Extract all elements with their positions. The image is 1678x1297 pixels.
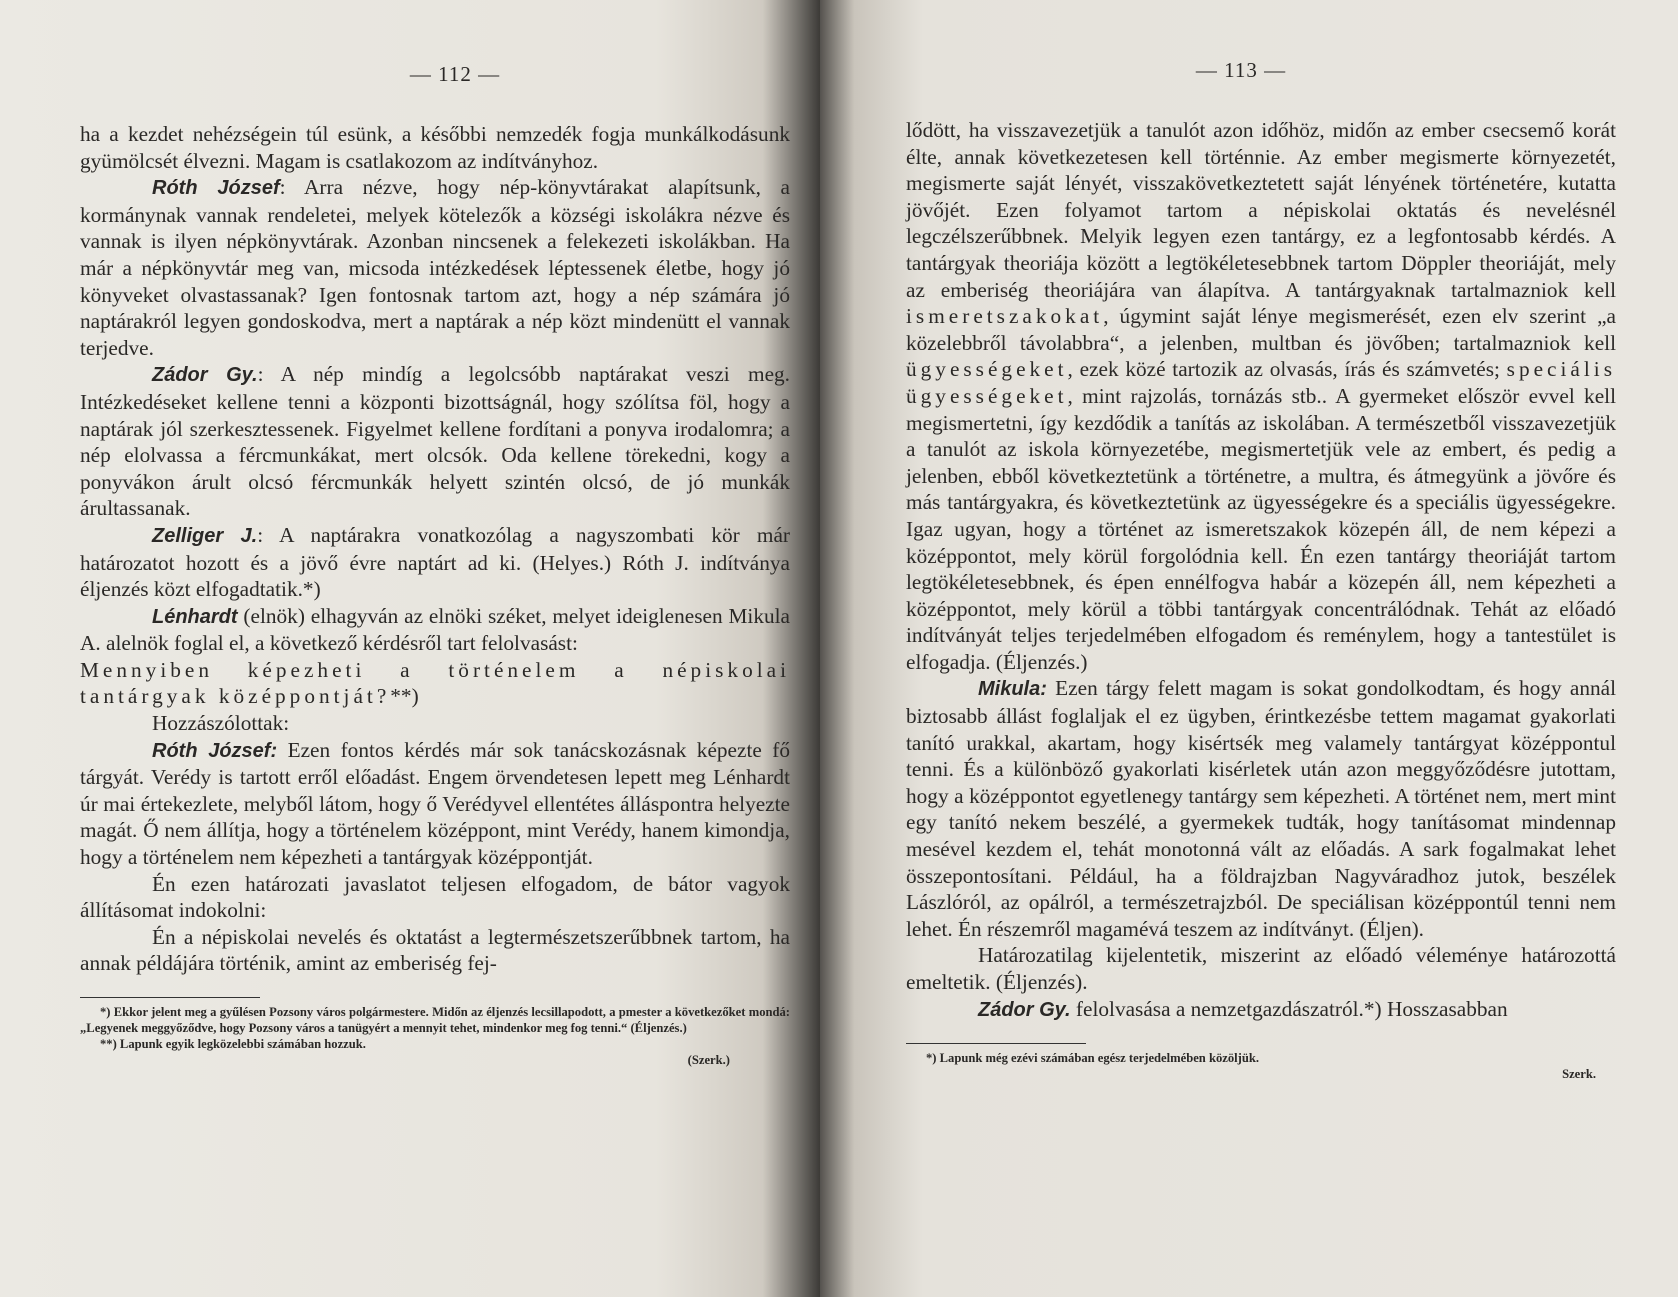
- page-number: — 112 —: [409, 62, 501, 86]
- paragraph-text: : A naptárakra vonatkozólag a nagyszombati kör már határozatot hozott és a jövő évre naptárt ad ki. (Helyes.) Róth J. indítványa éljenzés közt elfogadtatik.*): [80, 522, 791, 602]
- paragraph: [906, 675, 1616, 942]
- paragraph-text: Én ezen határozati javaslatot teljesen elfogadom, de bátor vagyok állításomat indokolni:: [80, 871, 790, 923]
- paragraph-text: , mint rajzolás, tornázás stb.. A gyermeket először evvel kell megismertetni, így kezdődik a tanítás az iskolában. A természetből visszavezetjük a tanulót az iskola környezetébe, megismertetjük vele az embert, és pedig a jelenben, ebből következtetünk a történetre, a multra, és átmegyünk a jövőre és más tantárgyakra, és következtetünk az ügyességekre és a speciális ügyességekre. Igaz ugyan, hogy a történet az ismeretszakok közepén áll, de nem képezi a középpontot, mely körül forgolódnia kell. Én ezen tantárgy theoriáját tartom legtökéletesebbnek, és épen ennélfogva habár a közepén áll, nem képezheti a középpontot, mely körül a többi tantárgyak concentrálódnak. Tehát az előadó indítványát teljes terjedelmében elfogadom és reménylem, hogy a tantestület is elfogadja. (Éljenzés.): [906, 383, 1616, 674]
- left-page: [0, 0, 820, 1297]
- paragraph: [80, 871, 790, 924]
- paragraph-text: Én a népiskolai nevelés és oktatást a legtermészetszerűbbnek tartom, ha annak példájára történik, amint az emberiség fej-: [80, 924, 790, 976]
- footnotes: [80, 1004, 790, 1068]
- paragraph: [80, 121, 790, 174]
- page-body: [906, 117, 1616, 1023]
- spaced-term: speciális ügyességeket: [906, 357, 1616, 408]
- paragraph: [80, 924, 790, 977]
- paragraph-text: Hozzászólottak:: [152, 711, 290, 736]
- spaced-term: ismeretszakokat: [906, 304, 1104, 329]
- paragraph-text: : Arra nézve, hogy nép-könyvtárakat alapítsunk, a kormánynak vannak rendeletei, melyek kötelezők a községi iskolákra nézve és vannak is ilyen népkönyvtárak. Azonban nincsenek a felekezeti iskolákban. Ha már a népkönyvtár meg van, micsoda intézkedések léptessenek életbe, hogy jó könyveket olvastassanak? Igen fontosnak tartom azt, hogy a nép számára jó naptárakról legyen gondoskodva, mert a naptárak a nép közt mindenütt el vannak terjedve.: [80, 175, 791, 360]
- paragraph: [906, 996, 1616, 1024]
- paragraph-text: **): [390, 684, 419, 709]
- paragraph: [80, 710, 790, 737]
- footnote: *) Ekkor jelent meg a gyűlésen Pozsony város polgármestere. Midőn az éljenzés lecsillapodott, a pmester a következőket mondá: „Legyenek meggyőződve, hogy Pozsony város a tanügyért a mennyit tehet, mindenkor meg fog tenni.“ (Éljenzés.): [80, 1005, 790, 1035]
- page-number: — 113 —: [1195, 58, 1287, 82]
- paragraph: [80, 361, 790, 522]
- footnote-signature: (Szerk.): [687, 1053, 730, 1067]
- paragraph-text: , úgymint saját lénye megismerését, ezen elv szerint „a közelebbről távolabbra“, a jelenben, multban és jövőben; tartalmazniok kell: [906, 304, 1616, 355]
- paragraph-text: (elnök) elhagyván az elnöki széket, melyet ideiglenesen Mikula A. alelnök foglal el, a következő kérdésről tart felolvasást:: [80, 603, 790, 656]
- right-page: [820, 0, 1678, 1297]
- footnote: *) Lapunk még ezévi számában egész terjedelmében közöljük.: [926, 1051, 1259, 1066]
- speaker-name: Róth József:: [152, 739, 278, 762]
- speaker-name: Lénhardt: [152, 605, 238, 628]
- page-body: [80, 121, 790, 977]
- footnote-signature: Szerk.: [1562, 1067, 1596, 1082]
- lecture-title: Mennyiben képezheti a történelem a népiskolai tantárgyak középpontját?: [80, 657, 790, 709]
- speaker-name: Zelliger J.: [152, 524, 258, 547]
- speaker-name: Mikula:: [978, 678, 1047, 701]
- paragraph-text: : A nép mindíg a legolcsóbb naptárakat veszi meg. Intézkedéseket kellene tenni a központi bizottságnál, hogy szólítsa föl, hogy a naptárak jól szerkesztessenek. Figyelmet kellene fordítani a ponyva irodalomra; a nép elolvassa a fércmunkákat, mert olcsók. Oda kellene törekedni, kogy a ponyvákon árult olcsó fércmunkák helyett szintén olcsó, de jó munkák árultassanak.: [80, 362, 790, 521]
- paragraph: [906, 117, 1616, 675]
- paragraph-text: , ezek közé tartozik az olvasás, írás és számvetés;: [1067, 357, 1507, 382]
- speaker-name: Róth József: [152, 177, 280, 200]
- paragraph-text: Ezen fontos kérdés már sok tanácskozásnak képezte fő tárgyát. Verédy is tartott erről előadást. Engem örvendetesen lepett meg Lénhardt úr mai értekezlete, melyből látom, hogy ő Verédyvel ellentétes álláspontra helyezte magát. Ő nem állítja, hogy a történelem középpont, mint Verédy, hanem kimondja, hogy a történelem nem képezheti a tantárgyak középpontját.: [80, 737, 791, 870]
- footnote: **) Lapunk egyik legközelebbi számában hozzuk.: [100, 1037, 366, 1051]
- paragraph-text: ha a kezdet nehézségein túl esünk, a későbbi nemzedék fogja munkálkodásunk gyümölcsét élvezni. Magam is csatlakozom az indítványhoz.: [80, 122, 790, 173]
- paragraph: [80, 657, 790, 710]
- paragraph-text: Határozatilag kijelentetik, miszerint az előadó véleménye határozottá emeltetik. (Éljenzés).: [906, 943, 1616, 994]
- paragraph-text: Ezen tárgy felett magam is sokat gondolkodtam, és hogy annál biztosabb állást foglaljak el ez ügyben, érintkezésbe tettem magamat gyakorlati tanító urakkal, akartam, hogy kisértsék meg valamely tantárgyat középpontul tenni. És a különböző gyakorlati kisérletek után azon meggyőződésre jutottam, hogy a középpontot egyetlenegy tantárgy sem képezheti. A történet nem, mert mint egy tanító nekem beszélé, a gyermekek tudták, hogy tanításomat mindennap mesével kezdem el, tehát monotonná vált az előadás. A sark fogalmakat lehet összepontosítani. Például, ha a földrajzban Nagyváradhoz jutok, beszélek Lászlóról, az opálról, a természetrajzból. De speciálisan középpontúl tenni nem lehet. Én részemről magamévá teszem az indítványt. (Éljen).: [906, 676, 1616, 941]
- spaced-term: ügyességeket: [906, 357, 1068, 382]
- paragraph: [80, 603, 790, 657]
- footnotes: [906, 1050, 1616, 1082]
- footnote-rule: [906, 1043, 1086, 1044]
- paragraph: [80, 174, 790, 361]
- paragraph-text: lődött, ha visszavezetjük a tanulót azon időhöz, midőn az ember csecsemő korát élte, annak következetesen kell történnie. Az ember megismerte környezetét, megismerte saját lényét, visszakövetkeztetett saját lényének történetére, kutatta jövőjét. Ezen folyamot tartom a népiskolai oktatás és nevelésnél legczélszerűbbnek. Melyik legyen ezen tantárgy, ez a legfontosabb kérdés. A tantárgyak theoriája között a legtökéletesebbnek tartom Döppler theoriáját, mely az emberiség theoriájára van álapítva. A tantárgyaknak tartalmazniok kell: [906, 118, 1616, 302]
- paragraph: [906, 942, 1616, 995]
- paragraph: [80, 522, 790, 603]
- footnote-rule: [80, 997, 260, 998]
- speaker-name: Zádor Gy.: [978, 998, 1071, 1021]
- paragraph-text: felolvasása a nemzetgazdászatról.*) Hosszasabban: [1070, 996, 1508, 1021]
- paragraph: [80, 737, 790, 871]
- speaker-name: Zádor Gy.: [152, 364, 258, 387]
